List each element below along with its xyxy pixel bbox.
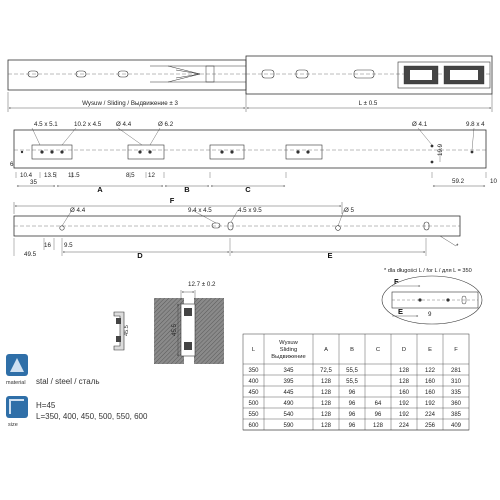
label-c: C bbox=[245, 185, 251, 194]
dim-59-2: 59.2 bbox=[452, 178, 465, 185]
label-a: A bbox=[97, 185, 103, 194]
spec-material: stal / steel / сталь bbox=[36, 377, 100, 386]
table-cell: 160 bbox=[424, 379, 436, 385]
table-cell: 445 bbox=[283, 390, 294, 396]
dim-hole-slot-b: 10.2 x 4.5 bbox=[74, 121, 102, 128]
table-cell: 128 bbox=[320, 379, 332, 385]
table-cell: 490 bbox=[283, 401, 294, 407]
mount-hole bbox=[230, 150, 233, 153]
asterisk: * bbox=[456, 243, 459, 250]
profile-height: 45.5 bbox=[124, 325, 130, 336]
label-b: B bbox=[184, 185, 190, 194]
detail-e: E bbox=[398, 307, 404, 316]
label-d: D bbox=[137, 251, 143, 260]
mount-plate bbox=[286, 145, 322, 159]
table-cell: 128 bbox=[372, 423, 384, 429]
dim-8-5: 8.5 bbox=[126, 172, 135, 179]
dim-10: 10 bbox=[490, 178, 497, 185]
drawer-view bbox=[14, 196, 460, 260]
table-cell: 192 bbox=[398, 412, 410, 418]
table-cell: 350 bbox=[248, 368, 259, 374]
dim-drawer-hole-d44: Ø 4.4 bbox=[70, 207, 86, 214]
table-cell: 128 bbox=[320, 423, 332, 429]
dim-6: 6 bbox=[10, 161, 14, 168]
table-cell: 96 bbox=[348, 423, 356, 429]
spec-height: H=45 bbox=[36, 401, 56, 410]
table-header-cell: Wysuw Sliding Выдвижение bbox=[271, 340, 306, 360]
dim-12: 12 bbox=[148, 172, 155, 179]
label-f: F bbox=[169, 196, 175, 205]
table-cell: 128 bbox=[320, 390, 332, 396]
table-row bbox=[248, 423, 461, 429]
dim-hole-d62: Ø 6.2 bbox=[158, 121, 174, 128]
table-cell: 96 bbox=[374, 412, 382, 418]
table-cell: 224 bbox=[424, 412, 436, 418]
mount-hole bbox=[40, 150, 43, 153]
dim-slot-45: 4.5 x 9.5 bbox=[238, 207, 262, 214]
mount-hole bbox=[296, 150, 299, 153]
table-cell: 96 bbox=[348, 401, 356, 407]
dim-drawer-hole-d5: Ø 5 bbox=[344, 207, 354, 214]
dim-49-5: 49.5 bbox=[24, 251, 37, 258]
table-cell: 409 bbox=[450, 423, 462, 429]
table-cell: 335 bbox=[450, 390, 462, 396]
table-cell: 450 bbox=[248, 390, 259, 396]
table-cell: 224 bbox=[398, 423, 410, 429]
ball-race bbox=[184, 342, 192, 350]
table-header-cell: B bbox=[350, 347, 354, 353]
table-cell: 360 bbox=[450, 401, 462, 407]
table-cell: 128 bbox=[398, 368, 410, 374]
detail-view bbox=[382, 268, 482, 324]
mount-hole bbox=[60, 150, 63, 153]
drawer-hole bbox=[336, 226, 341, 231]
mount-hole bbox=[431, 145, 434, 148]
table-cell: 64 bbox=[374, 401, 382, 407]
table-cell: 160 bbox=[398, 390, 410, 396]
drawer-wall bbox=[194, 298, 224, 364]
table-cell: 385 bbox=[450, 412, 462, 418]
dim-13-5: 13.5 bbox=[44, 172, 57, 179]
table-cell: 96 bbox=[348, 412, 356, 418]
mount-hole bbox=[471, 151, 474, 154]
ball-race bbox=[184, 308, 192, 316]
cage-window bbox=[410, 70, 432, 80]
detail-hole bbox=[418, 298, 421, 301]
table-cell: 192 bbox=[424, 401, 436, 407]
table-row bbox=[248, 401, 461, 407]
dim-35: 35 bbox=[30, 179, 37, 186]
profile-ball bbox=[116, 318, 121, 324]
detail-hole bbox=[446, 298, 449, 301]
mount-hole bbox=[306, 150, 309, 153]
cross-section bbox=[114, 281, 224, 364]
dim-length: L ± 0.5 bbox=[358, 100, 378, 107]
table-header-cell: E bbox=[428, 347, 432, 353]
table-cell: 72,5 bbox=[320, 368, 332, 374]
table-cell: 55,5 bbox=[346, 368, 358, 374]
drawer-hole bbox=[60, 226, 64, 230]
top-view bbox=[8, 56, 492, 112]
table-header-cell: C bbox=[375, 347, 381, 353]
table-cell: 310 bbox=[450, 379, 462, 385]
dim-slot-94: 9.4 x 4.5 bbox=[188, 207, 212, 214]
table-cell: 281 bbox=[450, 368, 462, 374]
table-cell: 128 bbox=[320, 401, 332, 407]
table-cell: 128 bbox=[320, 412, 332, 418]
mount-hole bbox=[50, 150, 53, 153]
dim-height-199: 19.9 bbox=[437, 143, 444, 156]
spec-table bbox=[243, 334, 469, 430]
detail-9: 9 bbox=[428, 311, 432, 318]
cage-window bbox=[450, 70, 478, 80]
rail-body bbox=[14, 130, 486, 168]
table-cell: 395 bbox=[283, 379, 294, 385]
size-badge bbox=[6, 396, 28, 428]
table-header-cell: D bbox=[401, 347, 407, 353]
table-header-cell: L bbox=[251, 347, 256, 353]
material-badge bbox=[6, 354, 28, 386]
table-cell: 192 bbox=[398, 401, 410, 407]
table-cell: 600 bbox=[248, 423, 259, 429]
profile-sketch bbox=[114, 312, 124, 350]
detail-f: F bbox=[394, 277, 399, 286]
table-row bbox=[248, 390, 461, 396]
table-header-cell: F bbox=[454, 347, 458, 353]
mount-hole bbox=[21, 151, 23, 153]
mount-hole bbox=[138, 150, 141, 153]
dim-11-5: 11.5 bbox=[68, 172, 80, 179]
label-e: E bbox=[327, 251, 333, 260]
table-cell: 55,5 bbox=[346, 379, 358, 385]
table-cell: 540 bbox=[283, 412, 294, 418]
dim-16: 16 bbox=[44, 242, 51, 249]
mount-plate bbox=[128, 145, 164, 159]
table-cell: 550 bbox=[248, 412, 259, 418]
dim-9-5: 9.5 bbox=[64, 242, 73, 249]
table-cell: 400 bbox=[248, 379, 259, 385]
table-cell: 122 bbox=[424, 368, 436, 374]
cabinet-wall bbox=[154, 298, 184, 364]
dim-hole-slot-a: 4.5 x 5.1 bbox=[34, 121, 58, 128]
detail-note: * dla długości L / for L / для L = 350 bbox=[384, 268, 472, 274]
material-badge-label: material bbox=[6, 380, 26, 386]
rail-view bbox=[10, 121, 497, 194]
table-row bbox=[248, 412, 461, 418]
dim-hole-d44: Ø 4.4 bbox=[116, 121, 132, 128]
dim-10-4: 10.4 bbox=[20, 172, 33, 179]
section-height: 45.5 bbox=[171, 323, 178, 336]
profile-ball bbox=[116, 336, 121, 342]
rail-inner bbox=[8, 60, 246, 90]
table-cell: 128 bbox=[398, 379, 410, 385]
dim-slot-end: 9.8 x 4 bbox=[466, 121, 485, 128]
table-row bbox=[248, 368, 461, 374]
table-header-cell: A bbox=[324, 347, 328, 353]
table-cell: 590 bbox=[283, 423, 294, 429]
spec-lengths: L=350, 400, 450, 500, 550, 600 bbox=[36, 412, 148, 421]
table-cell: 345 bbox=[283, 368, 294, 374]
table-row bbox=[248, 379, 461, 385]
dim-hole-d41: Ø 4.1 bbox=[412, 121, 428, 128]
section-width: 12.7 ± 0.2 bbox=[188, 281, 216, 288]
mount-hole bbox=[148, 150, 151, 153]
mount-plate bbox=[210, 145, 244, 159]
table-cell: 256 bbox=[424, 423, 436, 429]
dim-extension: Wysuw / Sliding / Выдвижение ± 3 bbox=[82, 100, 178, 107]
table-cell: 500 bbox=[248, 401, 259, 407]
table-cell: 160 bbox=[424, 390, 436, 396]
drawer-slot bbox=[212, 223, 220, 228]
size-badge-label: size bbox=[8, 422, 18, 428]
mount-hole bbox=[431, 161, 434, 164]
table-cell: 96 bbox=[348, 390, 356, 396]
mount-hole bbox=[220, 150, 223, 153]
